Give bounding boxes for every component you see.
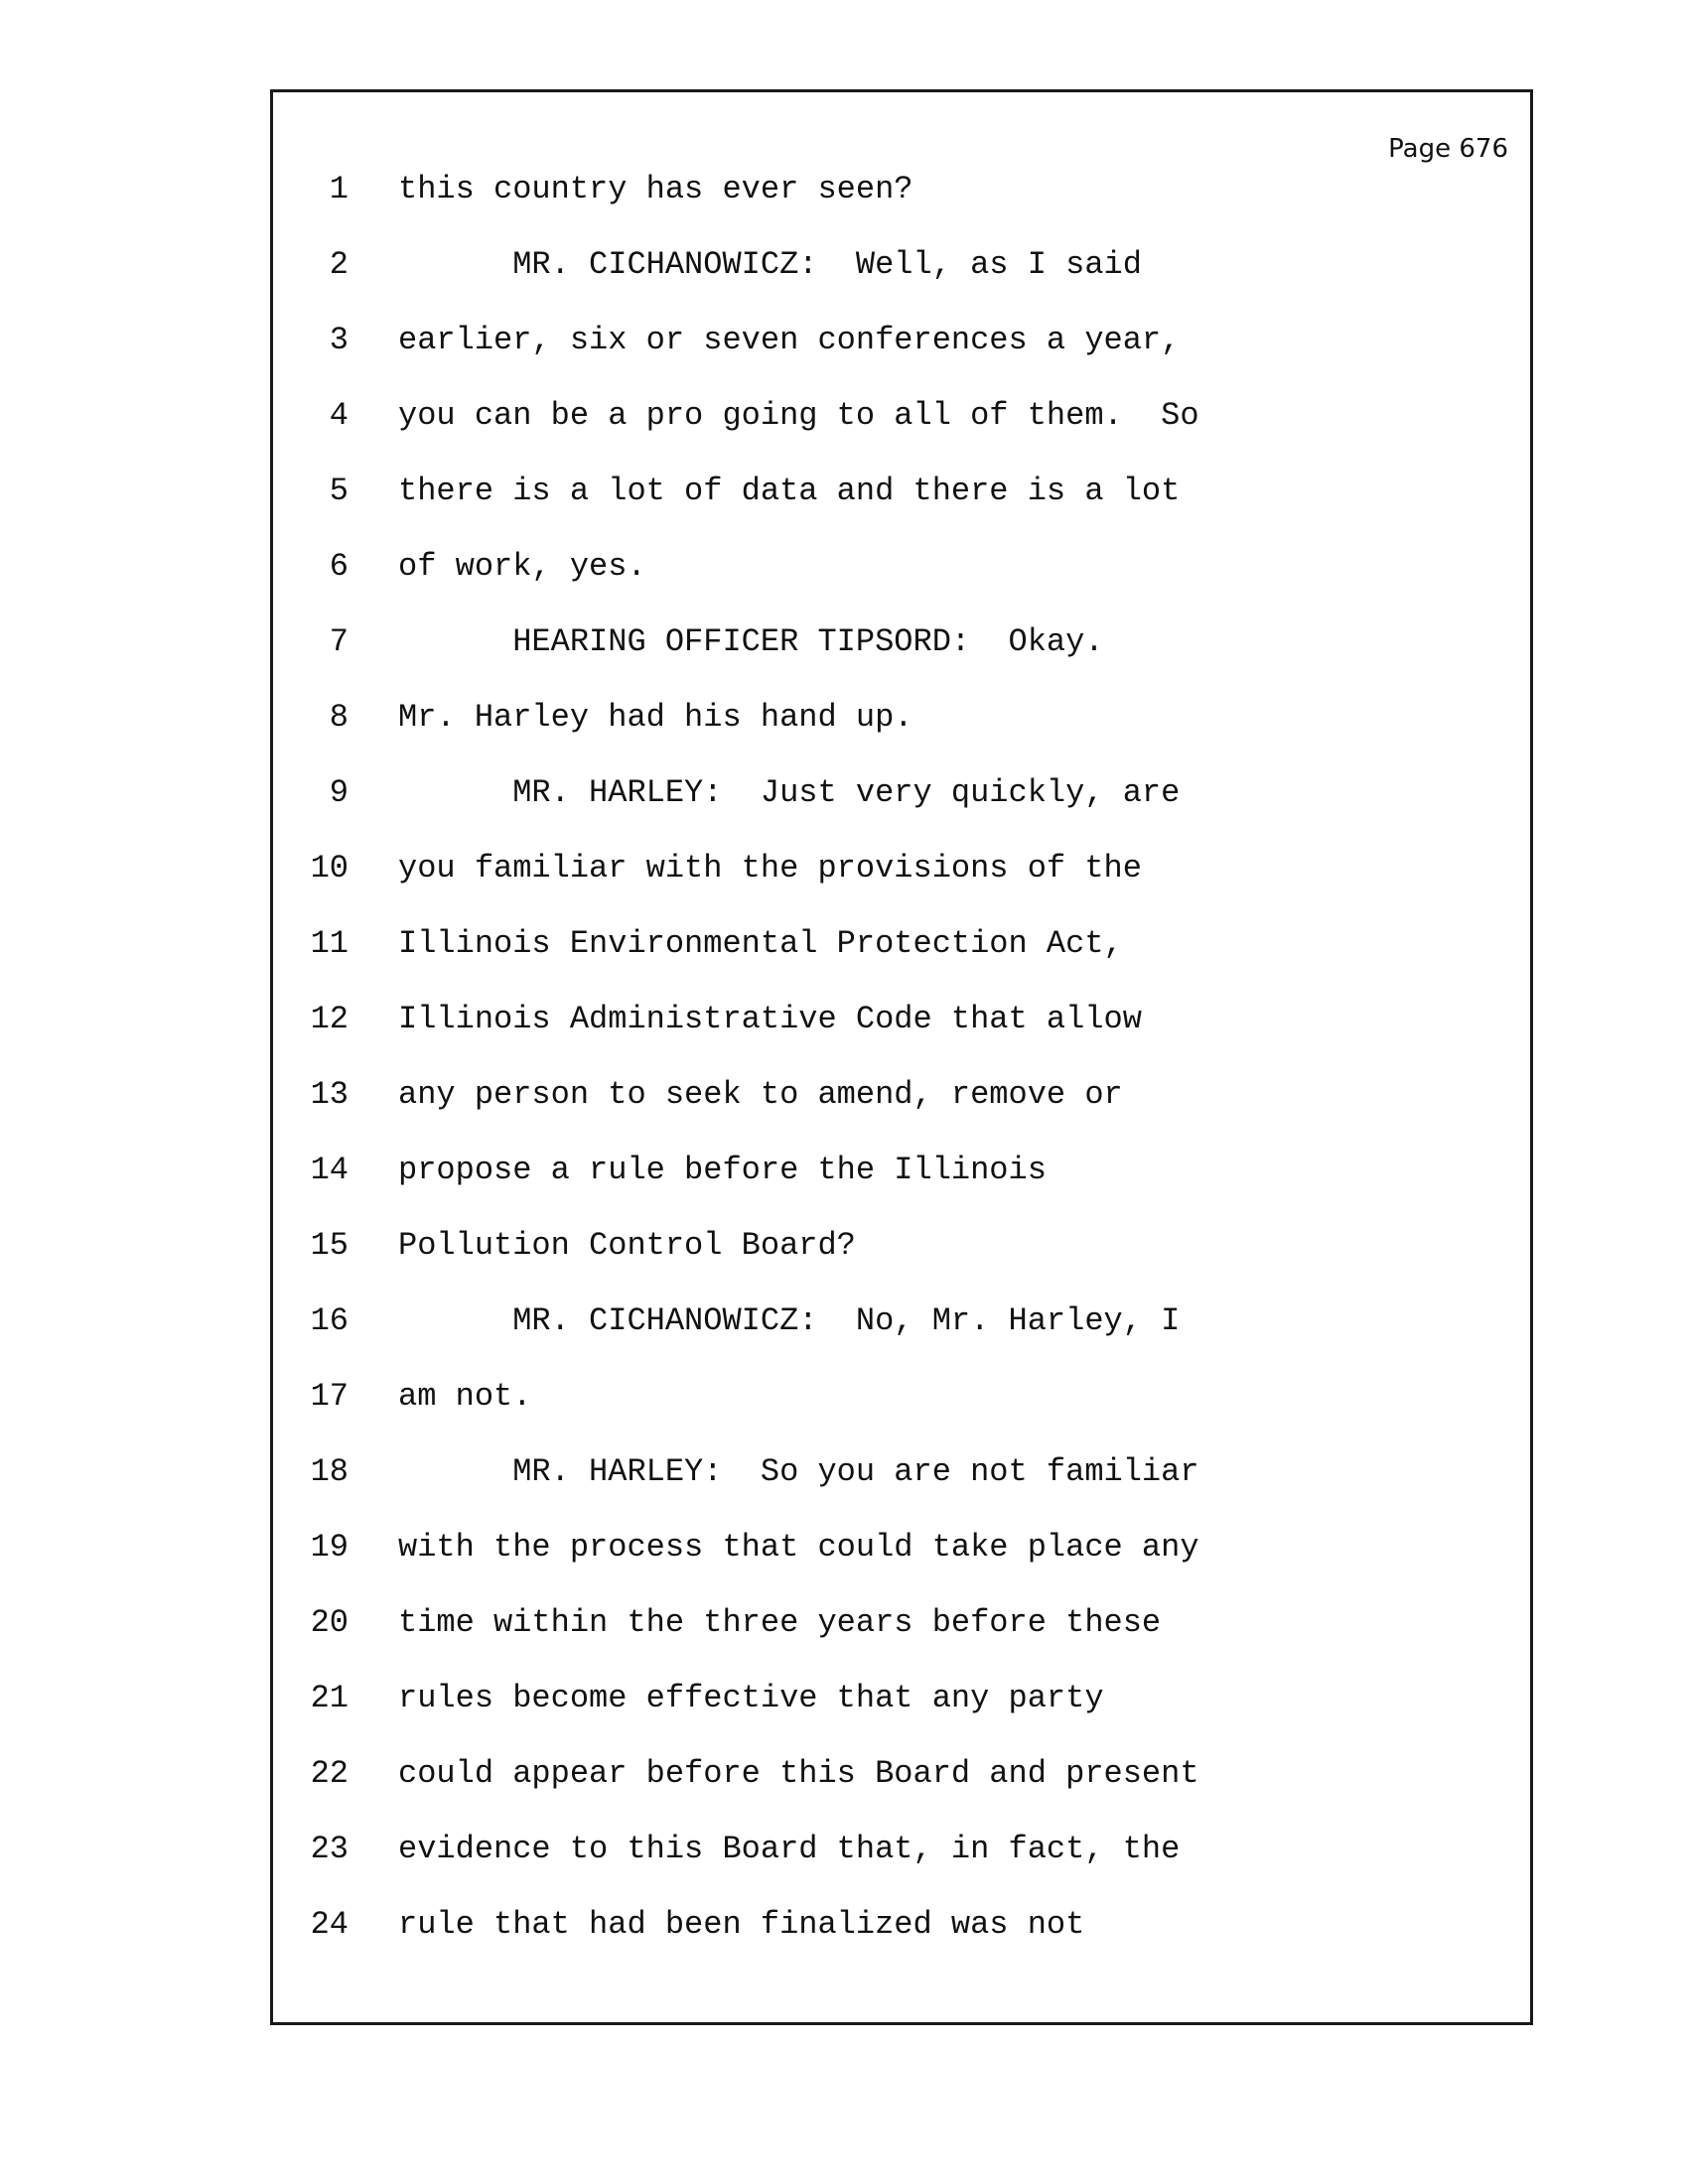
- line-number: 3: [329, 322, 349, 358]
- line-text: Illinois Environmental Protection Act,: [398, 925, 1123, 962]
- line-number: 2: [329, 246, 349, 283]
- transcript-line: [273, 1661, 1530, 1736]
- line-number: 20: [310, 1604, 349, 1641]
- page-number-label: Page 676: [1388, 134, 1508, 164]
- line-text: there is a lot of data and there is a lot: [398, 473, 1181, 509]
- transcript-line: [273, 1057, 1530, 1133]
- transcript-line: [273, 982, 1530, 1057]
- line-number: 19: [310, 1529, 349, 1566]
- line-number: 22: [310, 1755, 349, 1792]
- line-text: of work, yes.: [398, 548, 646, 585]
- line-text: any person to seek to amend, remove or: [398, 1076, 1123, 1113]
- line-text: could appear before this Board and present: [398, 1755, 1199, 1792]
- line-text: earlier, six or seven conferences a year,: [398, 322, 1181, 358]
- line-text: time within the three years before these: [398, 1604, 1162, 1641]
- line-number: 8: [329, 699, 349, 736]
- line-number: 1: [329, 171, 349, 207]
- transcript-line: [273, 1585, 1530, 1661]
- line-text: rule that had been finalized was not: [398, 1906, 1085, 1943]
- line-number: 15: [310, 1227, 349, 1264]
- transcript-line: [273, 152, 1530, 227]
- line-number: 21: [310, 1680, 349, 1716]
- line-number: 17: [310, 1378, 349, 1415]
- transcript-line: [273, 1812, 1530, 1887]
- line-number: 9: [329, 774, 349, 811]
- transcript-line: [273, 1887, 1530, 1963]
- line-number: 5: [329, 473, 349, 509]
- line-number: 16: [310, 1302, 349, 1339]
- transcript-line: [273, 1359, 1530, 1434]
- line-number: 18: [310, 1453, 349, 1490]
- line-text: this country has ever seen?: [398, 171, 913, 207]
- line-number: 23: [310, 1831, 349, 1867]
- line-text: rules become effective that any party: [398, 1680, 1104, 1716]
- line-number: 12: [310, 1001, 349, 1037]
- transcript-line: [273, 1208, 1530, 1284]
- line-text: evidence to this Board that, in fact, the: [398, 1831, 1181, 1867]
- line-text: you familiar with the provisions of the: [398, 850, 1142, 887]
- transcript-line: [273, 1284, 1530, 1359]
- line-number: 7: [329, 623, 349, 660]
- line-number: 6: [329, 548, 349, 585]
- transcript-line: [273, 1434, 1530, 1510]
- transcript-line: [273, 454, 1530, 529]
- line-text: MR. CICHANOWICZ: No, Mr. Harley, I: [398, 1302, 1181, 1339]
- transcript-line: [273, 680, 1530, 755]
- transcript-page: [270, 89, 1533, 2025]
- line-text: Pollution Control Board?: [398, 1227, 856, 1264]
- line-text: with the process that could take place any: [398, 1529, 1199, 1566]
- transcript-line: [273, 378, 1530, 454]
- line-text: Mr. Harley had his hand up.: [398, 699, 913, 736]
- line-text: HEARING OFFICER TIPSORD: Okay.: [398, 623, 1104, 660]
- line-text: MR. HARLEY: Just very quickly, are: [398, 774, 1181, 811]
- transcript-line: [273, 906, 1530, 982]
- line-text: propose a rule before the Illinois: [398, 1152, 1047, 1188]
- transcript-line: [273, 1510, 1530, 1585]
- transcript-line: [273, 831, 1530, 906]
- line-number: 13: [310, 1076, 349, 1113]
- line-number: 24: [310, 1906, 349, 1943]
- line-number: 10: [310, 850, 349, 887]
- transcript-line: [273, 1736, 1530, 1812]
- transcript-line: [273, 605, 1530, 680]
- line-number: 14: [310, 1152, 349, 1188]
- transcript-line: [273, 303, 1530, 378]
- line-text: MR. HARLEY: So you are not familiar: [398, 1453, 1199, 1490]
- transcript-line: [273, 1133, 1530, 1208]
- transcript-line: [273, 529, 1530, 605]
- transcript-line: [273, 755, 1530, 831]
- line-text: you can be a pro going to all of them. So: [398, 397, 1199, 434]
- line-text: am not.: [398, 1378, 532, 1415]
- line-number: 11: [310, 925, 349, 962]
- line-text: Illinois Administrative Code that allow: [398, 1001, 1142, 1037]
- line-number: 4: [329, 397, 349, 434]
- line-text: MR. CICHANOWICZ: Well, as I said: [398, 246, 1142, 283]
- transcript-line: [273, 227, 1530, 303]
